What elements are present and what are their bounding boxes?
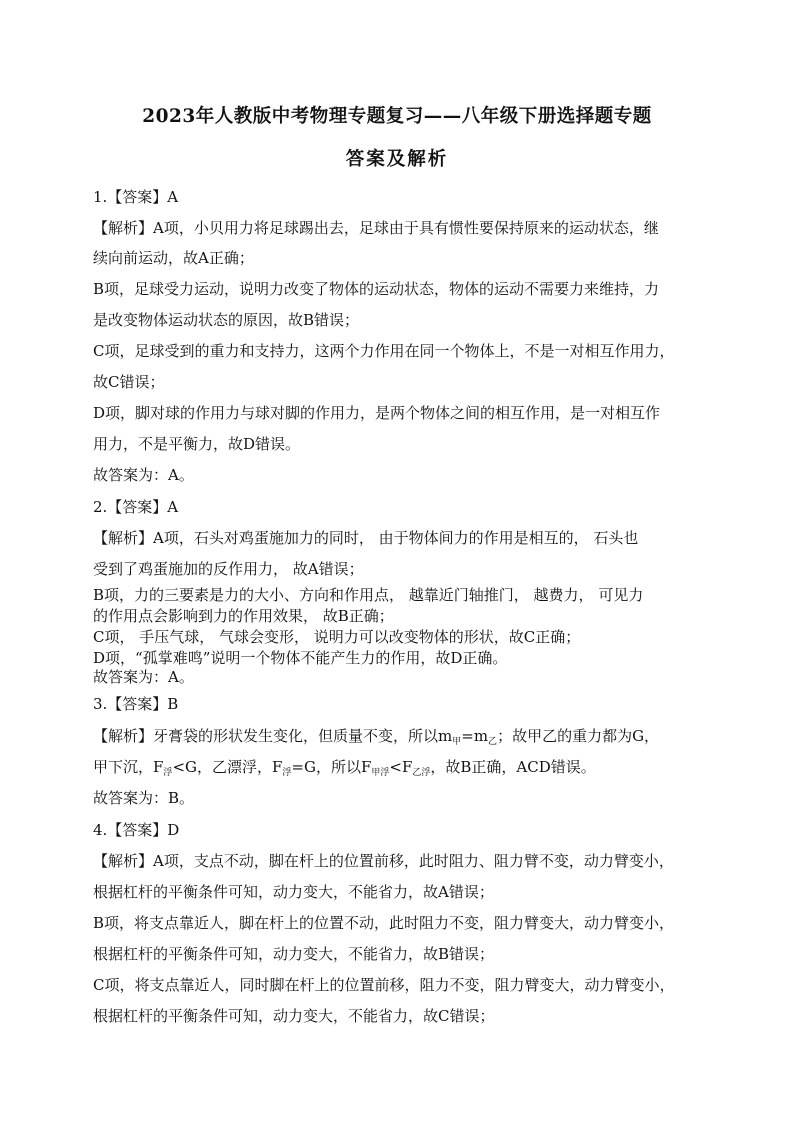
q2-line: B项，力的三要素是力的大小、方向和作用点， 越靠近门轴推门， 越费力， 可见力 xyxy=(93,586,644,604)
q4-line: 根据杠杆的平衡条件可知，动力变大，不能省力，故B错误； xyxy=(93,945,495,963)
q1-line: 用力，不是平衡力，故D错误。 xyxy=(93,435,301,453)
subscript: 浮 xyxy=(163,768,173,778)
document-subtitle: 答案及解析 xyxy=(345,149,449,170)
q1-line: 是改变物体运动状态的原因，故B错误； xyxy=(93,311,360,329)
q4-line: B项，将支点靠近人，脚在杆上的位置不动，此时阻力不变，阻力臂变大，动力臂变小， xyxy=(93,914,675,932)
q4-answer: 4.【答案】D xyxy=(93,821,180,839)
q2-line: C项， 手压气球， 气球会变形， 说明力可以改变物体的形状，故C正确； xyxy=(93,628,581,646)
q2-line: 受到了鸡蛋施加的反作用力， 故A错误； xyxy=(93,560,364,578)
subscript: 浮 xyxy=(282,768,292,778)
q2-line: D项，“孤掌难鸣”说明一个物体不能产生力的作用，故D正确。 xyxy=(93,649,508,667)
document-title: 2023年人教版中考物理专题复习——八年级下册选择题专题 xyxy=(142,106,652,127)
q1-line: 故C错误； xyxy=(93,373,165,391)
q1-conclusion: 故答案为：A。 xyxy=(93,466,194,484)
q1-line: C项，足球受到的重力和支持力，这两个力作用在同一个物体上，不是一对相互作用力， xyxy=(93,342,675,360)
q4-line: C项，将支点靠近人，同时脚在杆上的位置前移，阻力不变，阻力臂变大，动力臂变小， xyxy=(93,976,675,994)
q2-answer: 2.【答案】A xyxy=(93,498,179,516)
q4-line: 根据杠杆的平衡条件可知，动力变大，不能省力，故C错误； xyxy=(93,1007,495,1025)
q2-line: 【解析】A项，石头对鸡蛋施加力的同时， 由于物体间力的作用是相互的， 石头也 xyxy=(93,529,639,547)
q2-conclusion: 故答案为：A。 xyxy=(93,668,194,686)
q3-line: 【解析】牙膏袋的形状发生变化，但质量不变，所以$m_甲=m_乙$；故甲乙的重力都为G， xyxy=(93,727,660,747)
q3-line: 甲下沉，$F_浮<G$，乙漂浮，$F_浮=G$，所以$F_{甲浮}<F_{乙浮}$，故B正确，ACD错误。 xyxy=(93,758,596,778)
q1-line: 续向前运动，故A正确； xyxy=(93,249,254,267)
q1-answer: 1.【答案】A xyxy=(93,188,179,206)
subscript: 甲 xyxy=(452,737,462,747)
q1-line: D项，脚对球的作用力与球对脚的作用力，是两个物体之间的相互作用，是一对相互作 xyxy=(93,404,661,422)
q3-answer: 3.【答案】B xyxy=(93,695,179,713)
q2-line: 的作用点会影响到力的作用效果， 故B正确； xyxy=(93,607,394,625)
q4-line: 根据杠杆的平衡条件可知，动力变大，不能省力，故A错误； xyxy=(93,883,494,901)
q1-line: 【解析】A项，小贝用力将足球踢出去，足球由于具有惯性要保持原来的运动状态，继 xyxy=(93,219,659,237)
q4-line: 【解析】A项，支点不动，脚在杆上的位置前移，此时阻力、阻力臂不变，动力臂变小， xyxy=(93,852,674,870)
subscript: 乙浮 xyxy=(412,768,431,778)
subscript: 乙 xyxy=(488,737,498,747)
q3-conclusion: 故答案为：B。 xyxy=(93,789,195,807)
subscript: 甲浮 xyxy=(371,768,390,778)
q1-line: B项，足球受力运动，说明力改变了物体的运动状态，物体的运动不需要力来维持，力 xyxy=(93,280,660,298)
